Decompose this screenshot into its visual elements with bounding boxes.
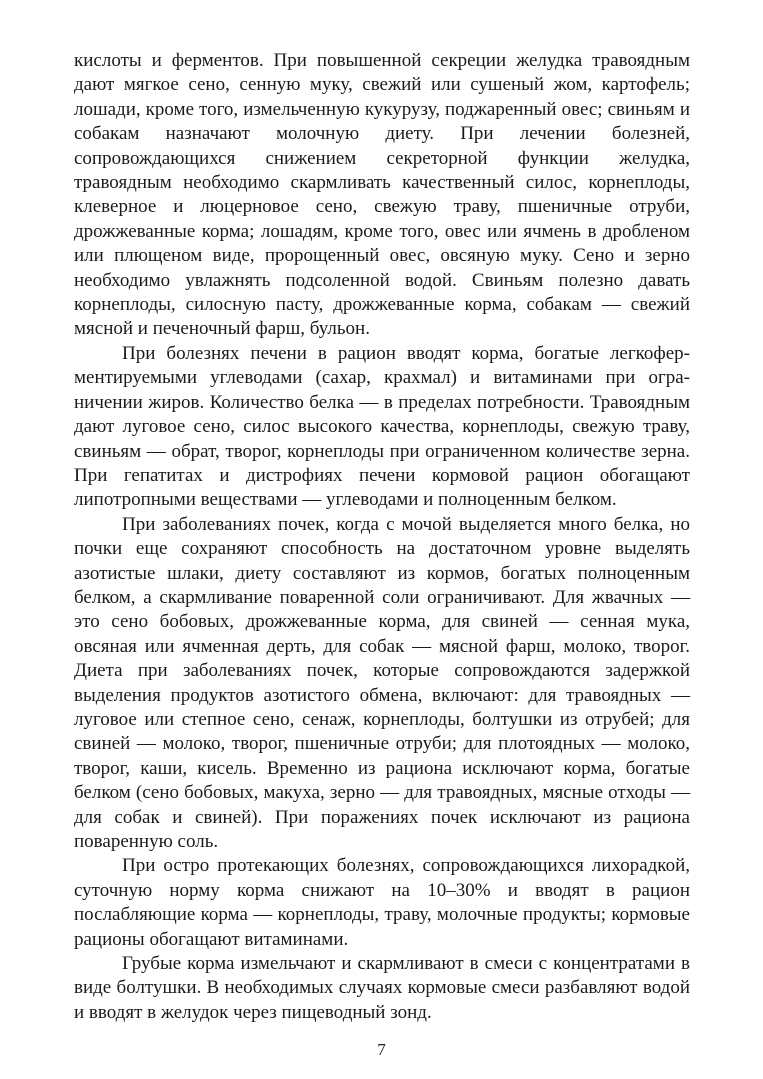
paragraph-continuation: кислоты и ферментов. При повышенной секреции желудка травоядным дают мягкое сено, сенную муку, свежий или сушеный жом, картофель; лошади, кроме того, измельченную кукурузу, поджаренный овес; свиньям и собакам назначают молочную диету. При лечении болезней, сопровождающихся снижением секреторной функции желудка, травоядным необходимо скармливать качественный силос, корнеплоды, клеверное и люцерновое сено, свежую траву, пшеничные отруби, дрожжеванные корма; лошадям, кроме того, овес или ячмень в дробленом или плющеном виде, пророщенный овес, овсяную муку. Сено и зерно необходимо увлажнять подсоленной водой. Свиньям полезно давать корнеплоды, силосную пасту, дрожжеванные корма, собакам — свежий мясной и печеночный фарш, бульон. bbox=[74, 50, 690, 340]
paragraph-kidney-diseases: При заболеваниях почек, когда с мочой выделяется много белка, но почки еще сохраняют способность на достаточном уровне выделять азотистые шлаки, диету составляют из кормов, богатых полноценным белком, а скармливание поваренной соли ограничивают. Для жвачных — это сено бобовых, дрожжеванные корма, для свиней — сенная мука, овсяная или ячменная дерть, для собак — мясной фарш, молоко, творог. Диета при заболеваниях почек, которые сопровождаются задержкой выделения продуктов азотистого обмена, включают: для травоядных — луговое или степное сено, сенаж, корнеплоды, болтушки из отрубей; для свиней — молоко, творог, пшеничные отруби; для плотоядных — молоко, творог, каши, кисель. Временно из рациона исключают корма, богатые белком (сено бобовых, макуха, зерно — для травоядных, мясные отходы — для собак и свиней). При поражениях почек исключают из рациона поваренную соль. bbox=[74, 513, 690, 852]
paragraph-coarse-feed: Грубые корма измельчают и скармливают в смеси с концентратами в виде болтушки. В необходимых случаях кормовые смеси разбавляют водой и вводят в желудок через пищеводный зонд. bbox=[74, 953, 690, 1023]
paragraph-acute-diseases: При остро протекающих болезнях, сопровождающихся лихорадкой, суточную норму корма снижают на 10–30% и вводят в рацион послабляющие корма — корнеплоды, траву, молочные продукты; кормовые рационы обогащают витаминами. bbox=[74, 855, 690, 950]
paragraph-liver-diseases: При болезнях печени в рацион вводят корма, богатые легкоферментируемыми углеводами (сахар, крахмал) и витаминами при ограничении жиров. Количество белка — в пределах потребности. Травоядным дают луговое сено, силос высокого качества, корнеплоды, свежую траву, свиньям — обрат, творог, корнеплоды при ограниченном количестве зерна. При гепатитах и дистрофиях печени кормовой рацион обогащают липотропными веществами — углеводами и полноценным белком. bbox=[74, 342, 690, 511]
page-number: 7 bbox=[377, 1040, 386, 1059]
page-body bbox=[74, 49, 690, 1025]
